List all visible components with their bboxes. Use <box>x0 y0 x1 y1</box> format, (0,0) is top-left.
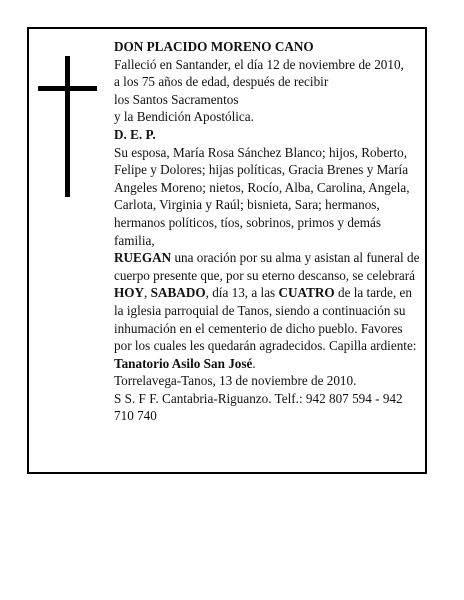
request-text-4: de la tarde, en la iglesia parroquial de Tanos, siendo a continuación su inhumación en el cementerio de dicho pueblo. Favores por los cuales les quedarán agradecidos. Capilla ardiente: <box>114 285 417 354</box>
tanatorio-name: Tanatorio Asilo San José <box>114 355 253 371</box>
funeral-request <box>114 249 422 372</box>
hoy-word: HOY <box>114 285 145 301</box>
cross-icon-crossbar <box>38 86 97 91</box>
intro-line-3: los Santos Sacramentos <box>114 91 239 107</box>
request-text-3: , día 13, a las <box>205 285 279 301</box>
request-text-2: , <box>144 285 151 301</box>
cuatro-word: CUATRO <box>278 285 335 301</box>
intro-line-2: a los 75 años de edad, después de recibir <box>114 74 329 90</box>
deceased-name: DON PLACIDO MORENO CANO <box>114 39 314 54</box>
cross-icon <box>65 56 70 197</box>
funeral-home-contact: S S. F F. Cantabria-Riguanzo. Telf.: 942 807 594 - 942 710 740 <box>114 390 403 424</box>
obituary-text <box>114 38 422 425</box>
sabado-word: SABADO <box>150 285 206 301</box>
ruegan-word: RUEGAN <box>114 250 172 266</box>
intro-line-1: Falleció en Santander, el día 12 de noviembre de 2010, <box>114 56 404 72</box>
request-text-1: una oración por su alma y asistan al funeral de cuerpo presente que, por su eterno descanso, se celebrará <box>114 250 420 283</box>
dep-heading: D. E. P. <box>114 126 156 142</box>
family-list: Su esposa, María Rosa Sánchez Blanco; hijos, Roberto, Felipe y Dolores; hijas políticas, Gracia Brenes y María Angeles Moreno; nietos, Rocío, Alba, Carolina, Angela, Carlota, Virginia y Raúl; bisnieta, Sara; hermanos, hermanos políticos, tíos, sobrinos, primos y demás familia, <box>114 144 410 248</box>
place-date: Torrelavega-Tanos, 13 de noviembre de 2010. <box>114 373 357 389</box>
intro-line-4: y la Bendición Apostólica. <box>114 109 254 125</box>
request-text-5: . <box>252 355 256 371</box>
